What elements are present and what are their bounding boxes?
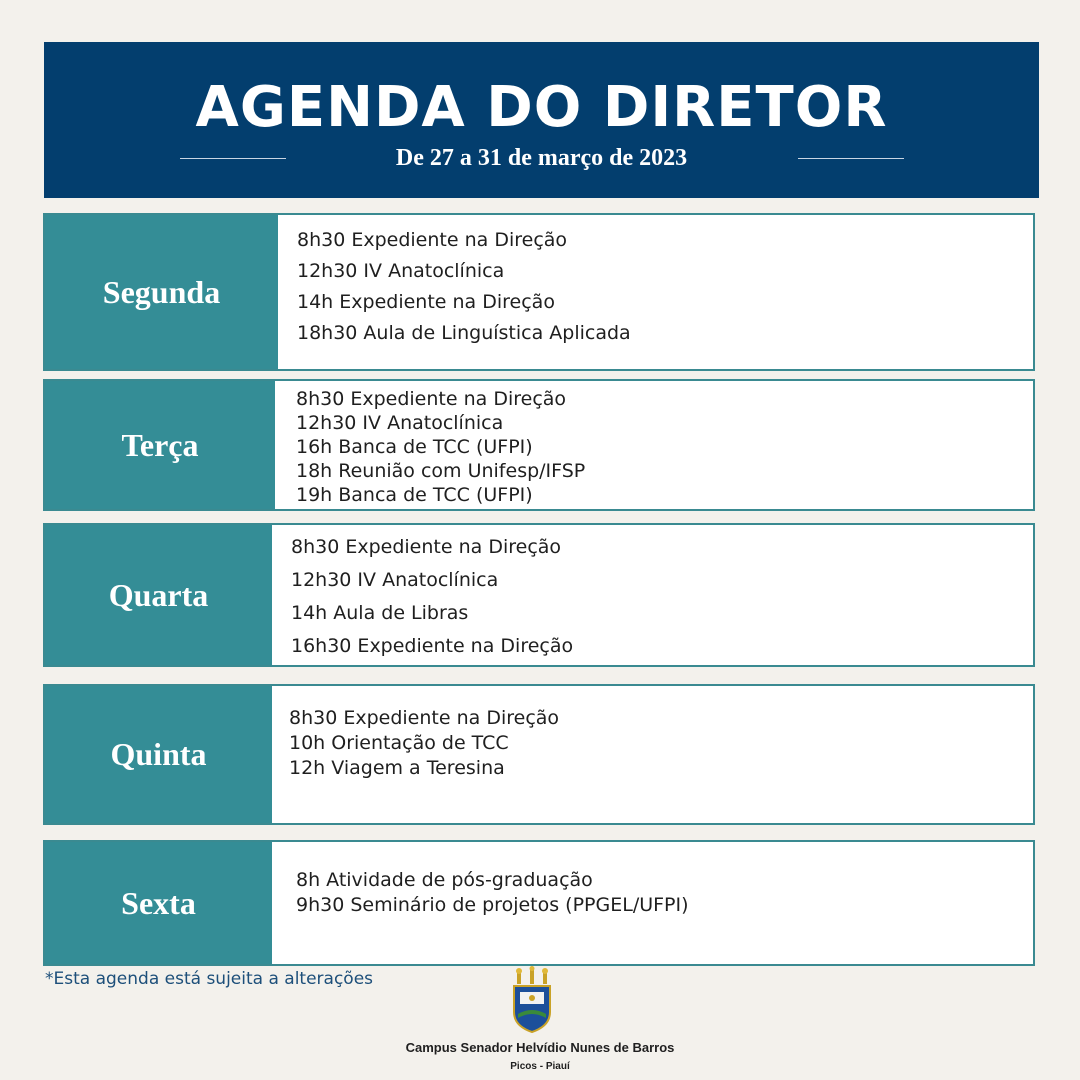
event-list (297, 229, 1033, 369)
day-label: Segunda (45, 215, 278, 369)
event-item: 8h30 Expediente na Direção (289, 707, 560, 729)
date-range: De 27 a 31 de março de 2023 (395, 145, 688, 171)
day-label: Quarta (45, 525, 272, 665)
page-title: AGENDA DO DIRETOR (195, 75, 888, 140)
event-item: 10h Orientação de TCC (289, 732, 509, 754)
event-list (291, 531, 1033, 665)
event-item: 12h30 IV Anatoclínica (291, 569, 499, 591)
disclaimer-note: *Esta agenda está sujeita a alterações (45, 969, 374, 989)
day-card-quarta (43, 523, 1035, 667)
right-divider (798, 158, 904, 159)
day-label: Quinta (45, 686, 272, 823)
university-crest-icon (510, 966, 554, 1036)
event-item: 8h30 Expediente na Direção (291, 536, 562, 558)
day-label: Sexta (45, 842, 272, 964)
event-item: 16h Banca de TCC (UFPI) (296, 436, 533, 458)
event-item: 12h Viagem a Teresina (289, 757, 505, 779)
day-label: Terça (45, 381, 275, 509)
campus-name: Campus Senador Helvídio Nunes de Barros (405, 1040, 675, 1055)
campus-location: Picos - Piauí (510, 1061, 570, 1072)
day-card-terca (43, 379, 1035, 511)
header-banner (44, 42, 1039, 198)
event-item: 8h30 Expediente na Direção (297, 229, 568, 251)
day-card-segunda (43, 213, 1035, 371)
event-item: 18h Reunião com Unifesp/IFSP (296, 460, 586, 482)
event-item: 18h30 Aula de Linguística Aplicada (297, 322, 631, 344)
event-list (296, 387, 1033, 509)
day-card-quinta (43, 684, 1035, 825)
event-list (296, 868, 1033, 964)
event-list (289, 706, 1033, 823)
event-item: 14h Aula de Libras (291, 602, 469, 624)
event-item: 14h Expediente na Direção (297, 291, 555, 313)
event-item: 12h30 IV Anatoclínica (296, 412, 504, 434)
event-item: 8h30 Expediente na Direção (296, 388, 567, 410)
event-item: 8h Atividade de pós-graduação (296, 869, 593, 891)
event-item: 9h30 Seminário de projetos (PPGEL/UFPI) (296, 894, 689, 916)
event-item: 12h30 IV Anatoclínica (297, 260, 505, 282)
event-item: 16h30 Expediente na Direção (291, 635, 574, 657)
event-item: 19h Banca de TCC (UFPI) (296, 484, 533, 506)
day-card-sexta (43, 840, 1035, 966)
